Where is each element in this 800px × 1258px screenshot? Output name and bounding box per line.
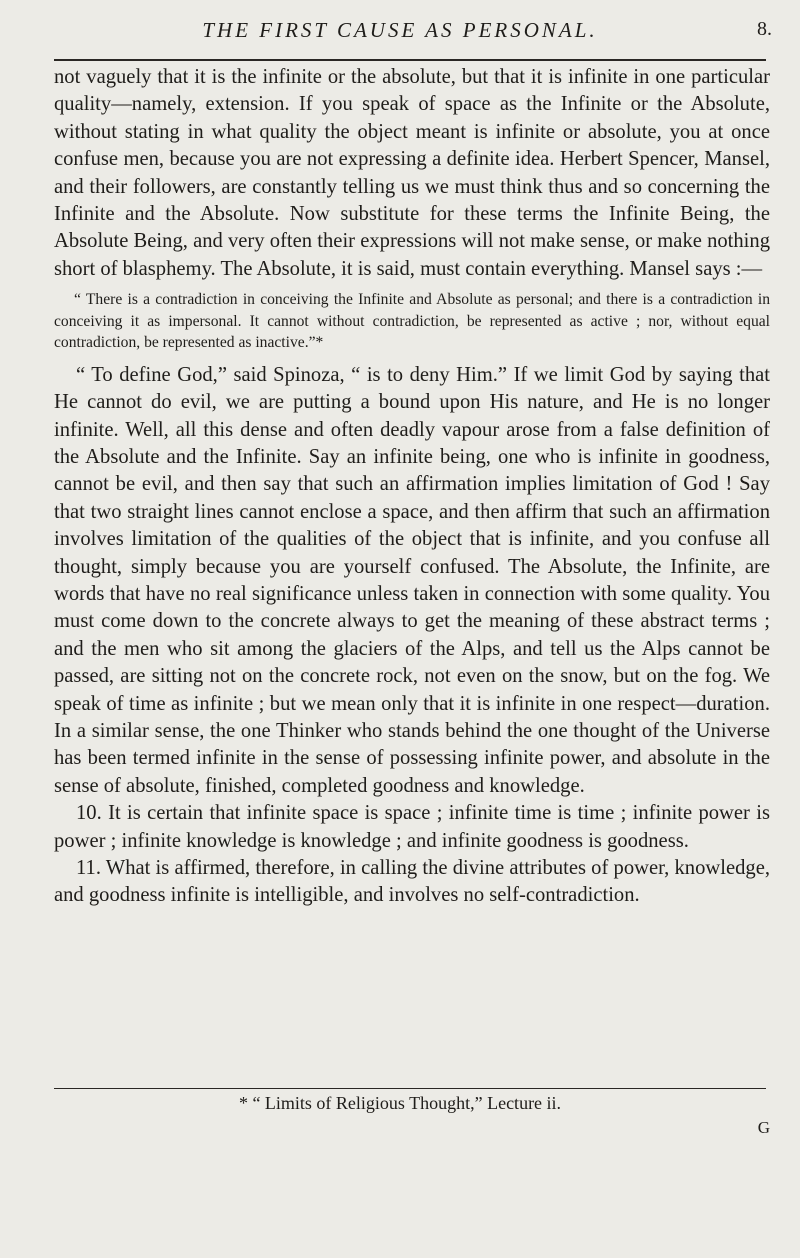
footnote-rule: [54, 1088, 766, 1089]
paragraph-10: 10. It is certain that infinite space is space ; infinite time is time ; infinite power is power ; infinite knowledge is knowledge ; and infinite goodness is goodness.: [54, 802, 770, 852]
page-number: 8.: [757, 18, 772, 40]
running-head: [0, 14, 800, 54]
header-rule: [54, 59, 766, 61]
paragraph-spinoza: “ To define God,” said Spinoza, “ is to deny Him.” If we limit God by saying that He cannot do evil, we are putting a bound upon His nature, and He is no longer infinite. Well, all this dense and often deadly vapour arose from a false definition of the Absolute and the Infinite. Say an infinite being, one who is infinite in goodness, cannot be evil, and then say that such an affirmation implies limitation of God ! Say that two straight lines cannot enclose a space, and then affirm that such an affirmation involves limitation of the qualities of the object that is infinite, and you confuse all thought, simply because you are yourself confused. The Absolute, the Infinite, are words that have no real significance unless taken in connection with some quality. You must come down to the concrete always to get the meaning of these abstract terms ; and the men who sit among the glaciers of the Alps, and tell us the Alps cannot be passed, are sitting not on the concrete rock, not even on the snow, but on the fog. We speak of time as infinite ; but we mean only that it is infinite in one respect—duration. In a similar sense, the one Thinker who stands behind the one thought of the Universe has been termed infinite in the sense of possessing infinite power, and absolute in the sense of absolute, finished, completed goodness and knowledge.: [54, 363, 770, 797]
footnote: * “ Limits of Religious Thought,” Lecture ii.: [238, 1093, 562, 1113]
body-text: [54, 64, 770, 910]
paragraph-11: 11. What is affirmed, therefore, in calling the divine attributes of power, knowledge, and goodness infinite is intelligible, and involves no self-contradiction.: [54, 857, 770, 907]
block-quote: “ There is a contradiction in conceiving the Infinite and Absolute as personal; and there is a contradiction in conceiving it as impersonal. It cannot without contradiction, be represented as active ; nor, without equal contradiction, be represented as inactive.”*: [54, 291, 770, 352]
paragraph-continued: not vaguely that it is the infinite or the absolute, but that it is infinite in one particular quality—namely, extension. If you speak of space as the Infinite or the Absolute, without stating in what quality the object meant is infinite or absolute, you at once confuse men, because you are not expressing a definite idea. Herbert Spencer, Mansel, and their followers, are constantly telling us we must think thus and so concerning the Infinite and the Absolute. Now substitute for these terms the Infinite Being, the Absolute Being, and very often their expressions will not make sense, or make nothing short of blasphemy. The Absolute, it is said, must contain everything. Mansel says :—: [54, 66, 770, 280]
signature-mark: G: [757, 1118, 770, 1137]
running-title: THE FIRST CAUSE AS PERSONAL.: [202, 18, 598, 42]
